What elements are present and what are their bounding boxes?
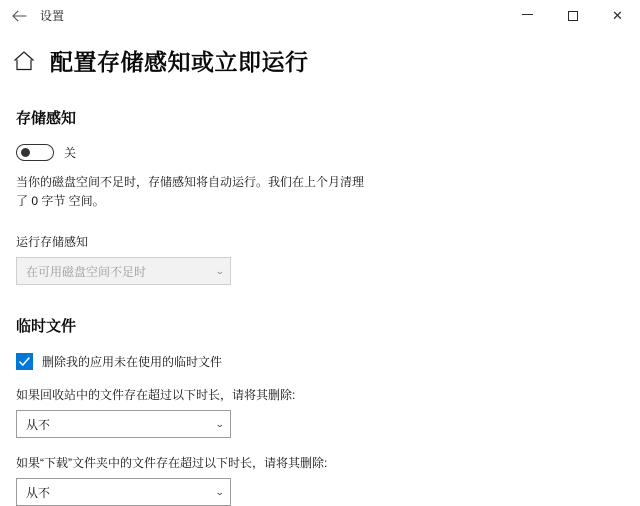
storage-sense-toggle[interactable] bbox=[16, 144, 54, 161]
check-icon bbox=[18, 355, 31, 368]
window-controls bbox=[505, 0, 640, 31]
storage-sense-description: 当你的磁盘空间不足时，存储感知将自动运行。我们在上个月清理了 0 字节 空间。 bbox=[16, 175, 365, 208]
minimize-icon bbox=[522, 14, 533, 15]
recycle-bin-dropdown[interactable] bbox=[16, 410, 231, 438]
chevron-down-icon: ⌄ bbox=[215, 418, 226, 429]
back-arrow-icon[interactable] bbox=[6, 4, 32, 28]
storage-sense-heading: 存储感知 bbox=[16, 110, 77, 127]
window-title: 设置 bbox=[40, 9, 65, 23]
settings-body bbox=[0, 107, 640, 506]
page-title: 配置存储感知或立即运行 bbox=[50, 49, 309, 75]
home-icon[interactable] bbox=[12, 49, 36, 73]
recycle-bin-label: 如果回收站中的文件存在超过以下时长，请将其删除: bbox=[16, 388, 296, 402]
close-button[interactable] bbox=[595, 0, 640, 31]
storage-sense-toggle-label: 关 bbox=[64, 146, 77, 160]
downloads-folder-dropdown[interactable] bbox=[16, 478, 231, 506]
maximize-icon bbox=[568, 11, 578, 21]
page-header bbox=[0, 40, 640, 77]
chevron-down-icon: ⌄ bbox=[215, 486, 226, 497]
toggle-knob bbox=[21, 148, 30, 157]
chevron-down-icon: ⌄ bbox=[215, 265, 226, 276]
temp-files-checkbox-row[interactable] bbox=[16, 353, 624, 370]
recycle-bin-value: 从不 bbox=[26, 417, 51, 432]
window-title-bar bbox=[0, 0, 640, 32]
minimize-button[interactable] bbox=[505, 0, 550, 31]
maximize-button[interactable] bbox=[550, 0, 595, 31]
close-icon: ✕ bbox=[612, 8, 623, 23]
delete-temp-files-label: 删除我的应用未在使用的临时文件 bbox=[42, 355, 223, 369]
delete-temp-files-checkbox[interactable] bbox=[16, 353, 33, 370]
run-storage-sense-dropdown[interactable] bbox=[16, 257, 231, 285]
storage-sense-toggle-row bbox=[16, 144, 624, 161]
run-storage-sense-value: 在可用磁盘空间不足时 bbox=[26, 264, 147, 279]
run-storage-sense-label: 运行存储感知 bbox=[16, 235, 89, 249]
downloads-folder-label: 如果“下载”文件夹中的文件存在超过以下时长，请将其删除: bbox=[16, 456, 328, 470]
title-bar-left bbox=[0, 0, 505, 31]
settings-page bbox=[0, 32, 640, 506]
temp-files-heading: 临时文件 bbox=[16, 318, 77, 335]
downloads-folder-value: 从不 bbox=[26, 485, 51, 500]
